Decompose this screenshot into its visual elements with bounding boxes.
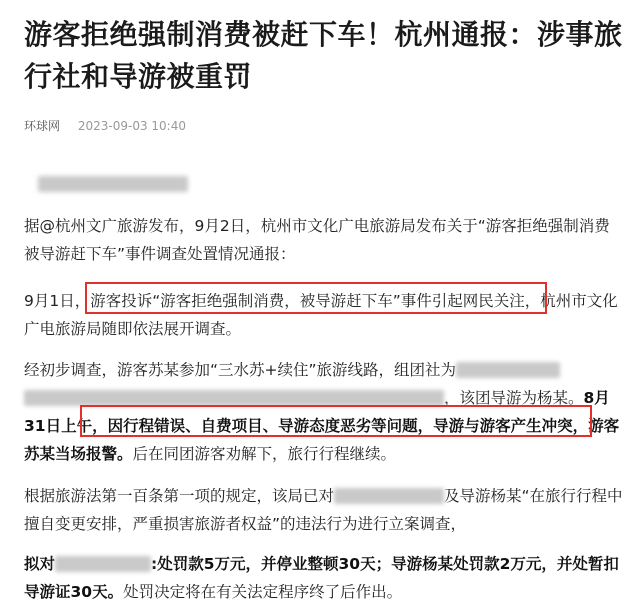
paragraph-penalty-end: 处罚决定将在有关法定程序终了后作出。	[123, 583, 403, 601]
paragraph-complaint-date: 9月1日，	[24, 292, 91, 310]
redacted-agency-name	[456, 362, 560, 378]
paragraph-investigation-guide: ，该团导游为杨某。	[444, 389, 584, 407]
paragraph-investigation-start: 经初步调查，游客苏某参加“三水苏+续住”旅游线路，组团社为	[24, 361, 457, 379]
paragraph-investigation-police: 游客苏某当场报警。	[24, 417, 620, 463]
highlight-box-complaint	[85, 282, 547, 314]
paragraph-legal-rest: 及导游杨某“在旅行行程中擅自变更安排，严重损害旅游者权益”的违法行为进行立案调查，	[24, 487, 623, 533]
paragraph-penalty-start: 拟对	[24, 555, 56, 573]
redacted-agency-name-cont	[24, 390, 444, 406]
paragraph-intro-text: 据@杭州文广旅游发布，9月2日，杭州市文化广电旅游局发布关于“游客拒绝强制消费被导游赶下车”事件调查处置情况通报：	[24, 217, 610, 263]
paragraph-legal-start: 根据旅游法第一百条第一项的规定，该局已对	[24, 487, 335, 505]
highlighted-conflict-text: 因行程错误、自费项目、导游态度恶劣等问题，导游与游客产生冲突，	[107, 417, 589, 435]
highlighted-complaint-text: 游客投诉“游客拒绝强制消费，被导游赶下车”事件引起网民关注，	[90, 292, 541, 310]
paragraph-intro	[24, 212, 624, 268]
paragraph-penalty-detail: :处罚款5万元，并停业整顿30天；导游杨某处罚款2万元，并处暂扣导游证30天。	[24, 555, 619, 601]
paragraph-penalty	[24, 550, 624, 606]
article-meta	[24, 117, 186, 134]
redacted-line	[38, 176, 188, 192]
article-datetime: 2023-09-03 10:40	[77, 119, 186, 133]
redacted-agency-name-2	[334, 488, 444, 504]
article-title: 游客拒绝强制消费被赶下车！杭州通报：涉事旅行社和导游被重罚	[24, 18, 623, 93]
highlight-box-conflict	[80, 405, 592, 437]
paragraph-complaint-rest: 杭州市文化广电旅游局随即依法展开调查。	[24, 292, 618, 338]
article-source[interactable]: 环球网	[24, 119, 61, 133]
paragraph-legal	[24, 482, 624, 538]
redacted-agency-name-3	[55, 556, 151, 572]
paragraph-investigation-end: 后在同团游客劝解下，旅行行程继续。	[132, 445, 397, 463]
paragraph-investigation-date: 8月31日上午，	[24, 389, 610, 435]
